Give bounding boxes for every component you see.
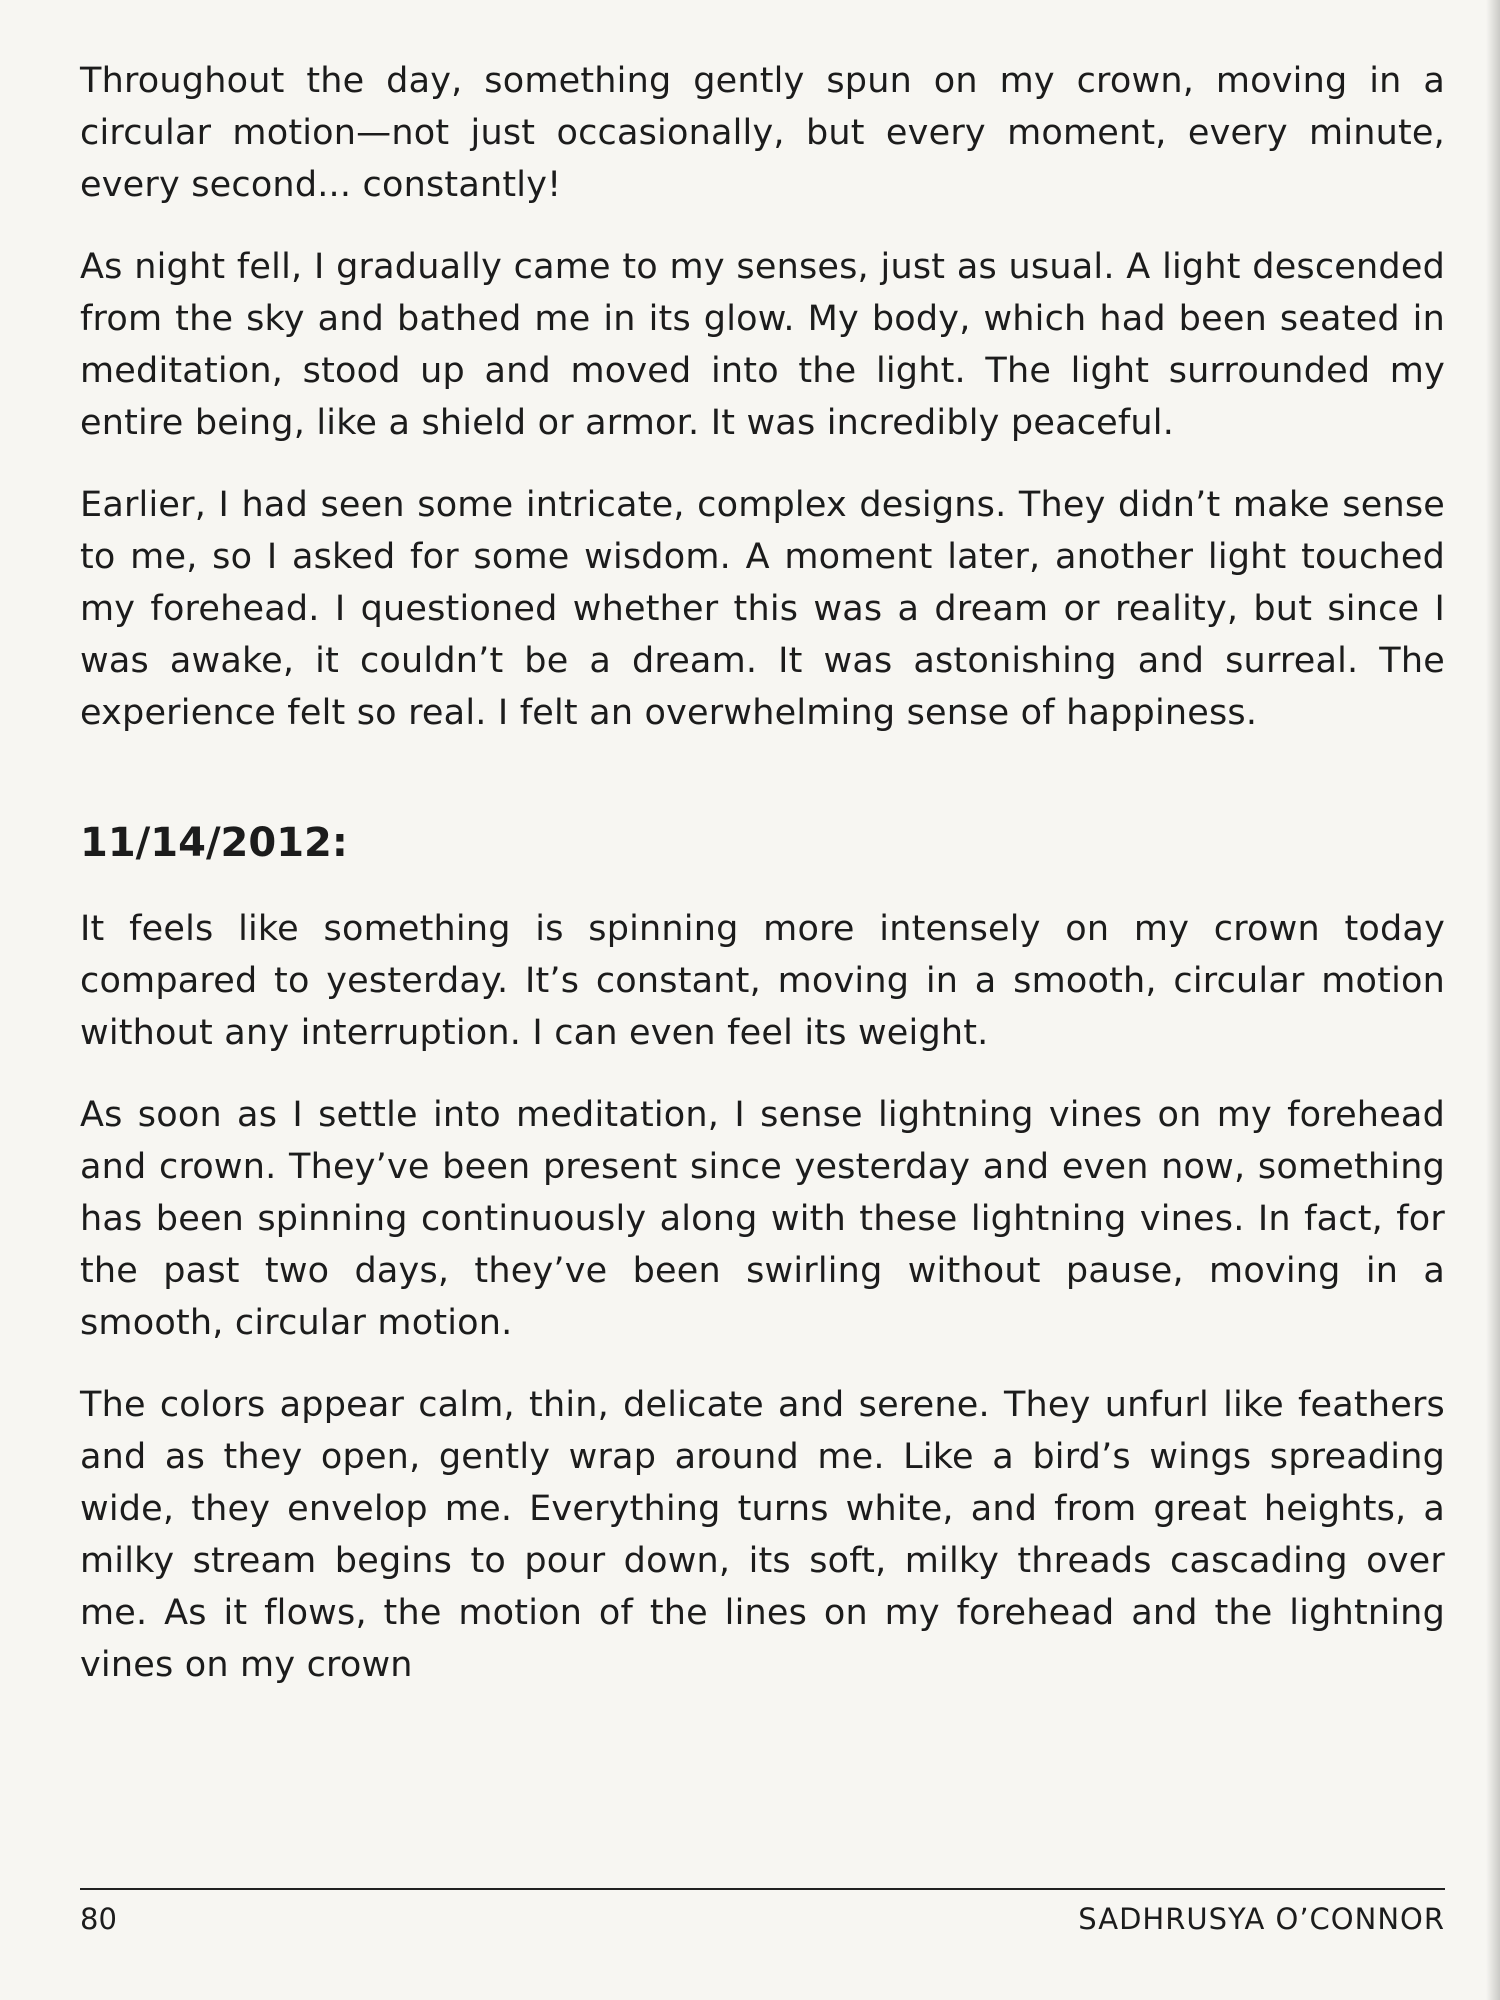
page-edge-shadow: [1486, 0, 1500, 2000]
footer-divider: [80, 1888, 1445, 1890]
date-heading: 11/14/2012:: [80, 820, 348, 866]
paragraph: Earlier, I had seen some intricate, complex designs. They didn’t make sense to me, so I asked for some wisdom. A moment later, another light touched my forehead. I questioned whether this was a dream or reality, but since I was awake, it couldn’t be a dream. It was astonishing and surreal. The experience felt so real. I felt an overwhelming sense of happiness.: [80, 485, 1445, 733]
paragraph: Throughout the day, something gently spun on my crown, moving in a circular motion—not just occasionally, but every moment, every minute, every second... constantly!: [80, 61, 1445, 205]
paragraph: As soon as I settle into meditation, I sense lightning vines on my forehead and crown. They’ve been present since yesterday and even now, something has been spinning continuously along with these lightning vines. In fact, for the past two days, they’ve been swirling without pause, moving in a smooth, circular motion.: [80, 1095, 1445, 1343]
paragraph: It feels like something is spinning more intensely on my crown today compared to yesterday. It’s constant, moving in a smooth, circular motion without any interruption. I can even feel its weight.: [80, 909, 1445, 1053]
paragraph: The colors appear calm, thin, delicate and serene. They unfurl like feathers and as they open, gently wrap around me. Like a bird’s wings spreading wide, they envelop me. Everything turns white, and from great heights, a milky stream begins to pour down, its soft, milky threads cascading over me. As it flows, the motion of the lines on my forehead and the lightning vines on my crown: [80, 1385, 1445, 1685]
page-footer: [80, 1900, 1445, 1938]
paragraph: As night fell, I gradually came to my senses, just as usual. A light descended from the sky and bathed me in its glow. My body, which had been seated in meditation, stood up and moved into the light. The light surrounded my entire being, like a shield or armor. It was incredibly peaceful.: [80, 247, 1445, 443]
page-body: [80, 55, 1445, 1721]
page-number: 80: [80, 1902, 117, 1936]
author-name: SADHRUSYA O’CONNOR: [1078, 1902, 1445, 1936]
